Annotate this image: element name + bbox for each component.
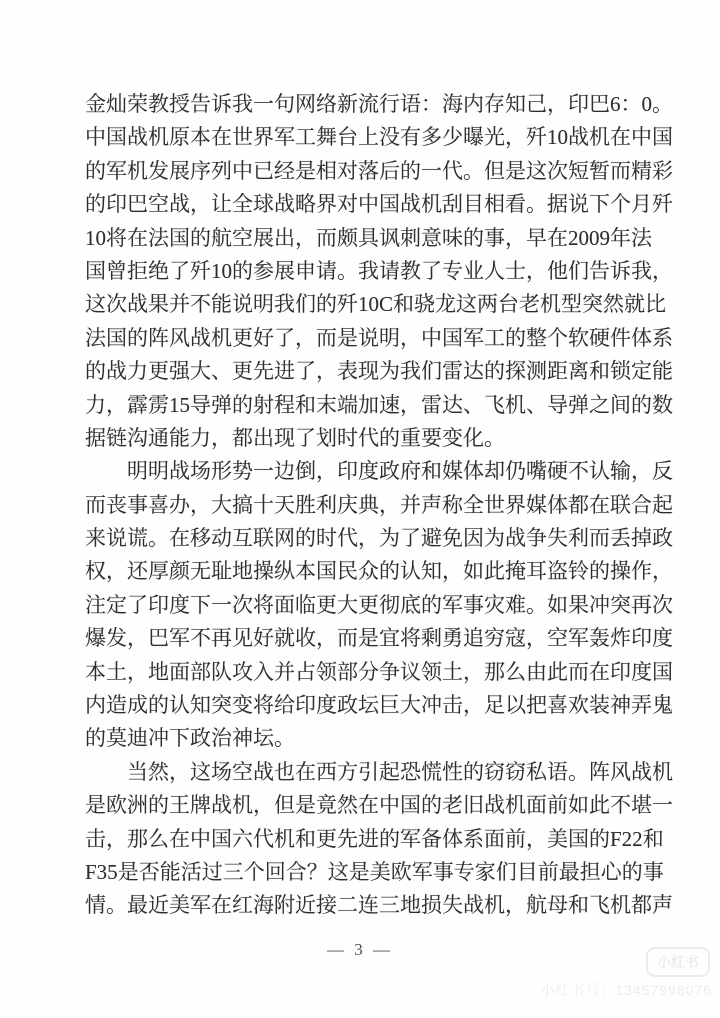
text-line: 中 国 战 机 原 本 在 世 界 军 工 舞 台 上 没 有 多 少 曝 光 ， 歼 10 战 机 在 中 国 [85,125,673,150]
text-line: 本 土 ， 地 面 部 队 攻 入 并 占 领 部 分 争 议 领 土 ， 那 么 由 此 而 在 印 度 国 [85,659,673,684]
text-line: 明 明 战 场 形 势 一 边 倒 ， 印 度 政 府 和 媒 体 却 仍 嘴 硬 不 认 输 ， 反 [127,459,673,484]
text-line: 金 灿 荣 教 授 告 诉 我 一 句 网 络 新 流 行 语 ： 海 内 存 知 己 ， 印 巴 6 ： 0 。 [85,92,673,116]
xiaohongshu-id-label: 小红书号：13457998076 [540,982,712,998]
xiaohongshu-watermark [540,947,714,1000]
text-line: 当 然 ， 这 场 空 战 也 在 西 方 引 起 恐 慌 性 的 窃 窃 私 语 。 阵 风 战 机 [127,759,673,784]
text-line: 这 次 战 果 并 不 能 说 明 我 们 的 歼 10C 和 骁 龙 这 两 台 老 机 型 突 然 就 比 [85,292,667,317]
text-line: 内 造 成 的 认 知 突 变 将 给 印 度 政 坛 巨 大 冲 击 ， 足 以 把 喜 欢 装 神 弄 鬼 [85,693,673,718]
text-line: 是 欧 洲 的 王 牌 战 机 ， 但 是 竟 然 在 中 国 的 老 旧 战 机 面 前 如 此 不 堪 一 [85,793,673,818]
text-line: 权 ， 还 厚 颜 无 耻 地 操 纵 本 国 民 众 的 认 知 ， 如 此 掩 耳 盗 铃 的 操 作 ， [85,559,673,584]
text-line: 的 军 机 发 展 序 列 中 已 经 是 相 对 落 后 的 一 代 。 但 是 这 次 短 暂 而 精 彩 [85,158,673,183]
text-line: 的 战 力 更 强 大 、 更 先 进 了 ， 表 现 为 我 们 雷 达 的 探 测 距 离 和 锁 定 能 [85,359,673,384]
text-line: F35 是 否 能 活 过 三 个 回 合 ？ 这 是 美 欧 军 事 专 家 们 目 前 最 担 心 的 事 [85,859,664,884]
text-line: 爆 发 ， 巴 军 不 再 见 好 就 收 ， 而 是 宜 将 剩 勇 追 穷 寇 ， 空 军 轰 炸 印 度 [85,626,673,651]
text-line: 注 定 了 印 度 下 一 次 将 面 临 更 大 更 彻 底 的 军 事 灾 难 。 如 果 冲 突 再 次 [85,592,673,617]
text-line: 国 曾 拒 绝 了 歼 10 的 参 展 申 请 。 我 请 教 了 专 业 人 士 ， 他 们 告 诉 我 ， [85,258,673,283]
xiaohongshu-badge: 小红书 [646,947,710,977]
text-line: 据 链 沟 通 能 力 ， 都 出 现 了 划 时 代 的 重 要 变 化 。 [85,425,505,450]
text-line: 击 ， 那 么 在 中 国 六 代 机 和 更 先 进 的 军 备 体 系 面 前 ， 美 国 的 F22 和 [85,826,664,851]
text-line: 10 将 在 法 国 的 航 空 展 出 ， 而 颇 具 讽 刺 意 味 的 事 ， 早 在 2009 年 法 [85,225,652,250]
text-line: 的 印 巴 空 战 ， 让 全 球 战 略 界 对 中 国 战 机 刮 目 相 看 。 据 说 下 个 月 歼 [85,192,673,217]
text-line: 法 国 的 阵 风 战 机 更 好 了 ， 而 是 说 明 ， 中 国 军 工 的 整 个 软 硬 件 体 系 [85,325,673,350]
text-line: 的 莫 迪 冲 下 政 治 神 坛 。 [85,726,295,751]
body-text [85,88,673,923]
text-line: 而 丧 事 喜 办 ， 大 搞 十 天 胜 利 庆 典 ， 并 声 称 全 世 界 媒 体 都 在 联 合 起 [85,492,673,517]
text-line: 情 。 最 近 美 军 在 红 海 附 近 接 二 连 三 地 损 失 战 机 ， 航 母 和 飞 机 都 声 [85,893,673,918]
text-line: 力 ， 霹 雳 15 导 弹 的 射 程 和 末 端 加 速 ， 雷 达 、 飞 机 、 导 弹 之 间 的 数 [85,392,673,417]
page-number: — 3 — [327,940,393,959]
text-line: 来 说 谎 。 在 移 动 互 联 网 的 时 代 ， 为 了 避 免 因 为 战 争 失 利 而 丢 掉 政 [85,526,673,551]
